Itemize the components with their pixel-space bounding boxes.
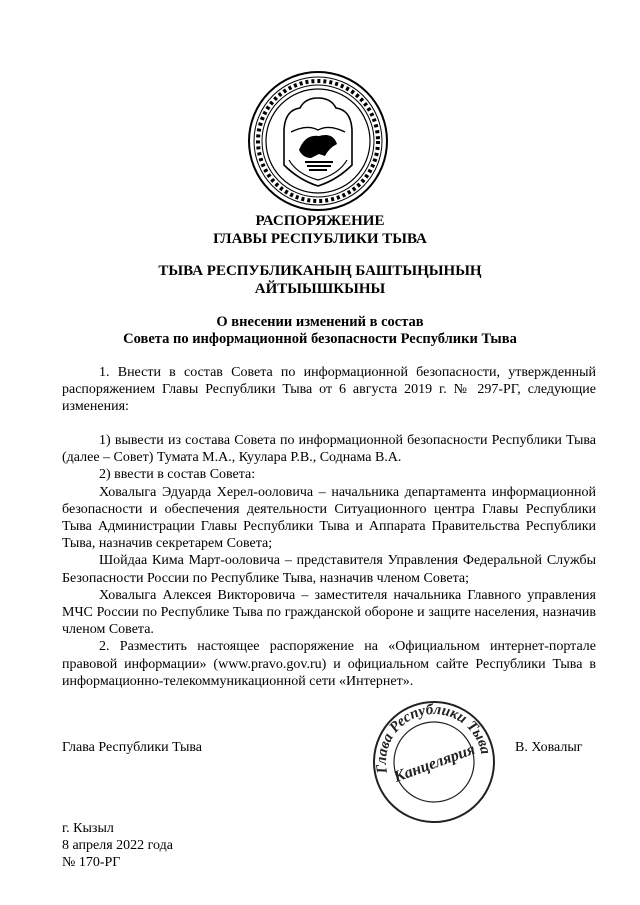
footer-number: № 170-РГ — [62, 855, 121, 870]
signature-position: Глава Республики Тыва — [62, 740, 203, 755]
subject-line-2: Совета по информационной безопасности Республики Тыва — [123, 331, 517, 347]
tuvan-title-line-2: АЙТЫЫШКЫНЫ — [254, 281, 386, 297]
document-title — [0, 212, 640, 248]
document-footer — [62, 820, 173, 871]
stamp-outer-text: Глава Республики Тыва — [373, 701, 494, 775]
document-title-tuvan — [0, 262, 640, 298]
footer-date: 8 апреля 2022 года — [62, 838, 173, 853]
document-subject — [0, 314, 640, 348]
signature-name: В. Ховалыг — [515, 740, 583, 755]
coat-of-arms-icon — [247, 70, 389, 212]
title-line-2: ГЛАВЫ РЕСПУБЛИКИ ТЫВА — [213, 231, 427, 247]
paragraph-4: Ховалыга Эдуарда Херел-ооловича – начальника департамента информационной безопасности и обеспечения деятельности Ситуационного центра Главы Республики Тыва Администрации Главы Республики Тыва и Аппарата Правительства Республики Тыва, назначив секретарем Совета; — [62, 484, 596, 552]
title-line-1: РАСПОРЯЖЕНИЕ — [255, 213, 385, 229]
paragraph-3: 2) ввести в состав Совета: — [99, 467, 256, 483]
stamp-inner-text: Канцелярия — [391, 740, 478, 786]
footer-place: г. Кызыл — [62, 821, 114, 836]
paragraph-2: 1) вывести из состава Совета по информационной безопасности Республики Тыва (далее – Совет) Тумата М.А., Куулара Р.В., Соднама В.А. — [62, 433, 596, 466]
body-section-1 — [62, 364, 596, 416]
svg-text:Глава Республики Тыва — [372, 700, 494, 793]
body-section-2 — [62, 432, 596, 690]
office-stamp — [372, 700, 496, 824]
paragraph-1: 1. Внести в состав Совета по информационной безопасности, утвержденный распоряжением Главы Республики Тыва от 6 августа 2019 г. № 297-РГ, следующие изменения: — [62, 365, 596, 415]
paragraph-7: 2. Разместить настоящее распоряжение на «Официальном интернет-портале правовой информации» (www.pravo.gov.ru) и официальном сайте Республики Тыва в информационно-телекоммуникационной сети «Интернет». — [62, 639, 596, 689]
subject-line-1: О внесении изменений в состав — [216, 314, 424, 330]
paragraph-5: Шойдаа Кима Март-ооловича – представителя Управления Федеральной Службы Безопасности России по Республике Тыва, назначив членом Совета; — [62, 553, 596, 586]
tuvan-title-line-1: ТЫВА РЕСПУБЛИКАНЫҢ БАШТЫҢЫНЫҢ — [158, 263, 482, 279]
paragraph-6: Ховалыга Алексея Викторовича – заместителя начальника Главного управления МЧС России по Республике Тыва по гражданской обороне и защите населения, назначив членом Совета. — [62, 587, 596, 638]
